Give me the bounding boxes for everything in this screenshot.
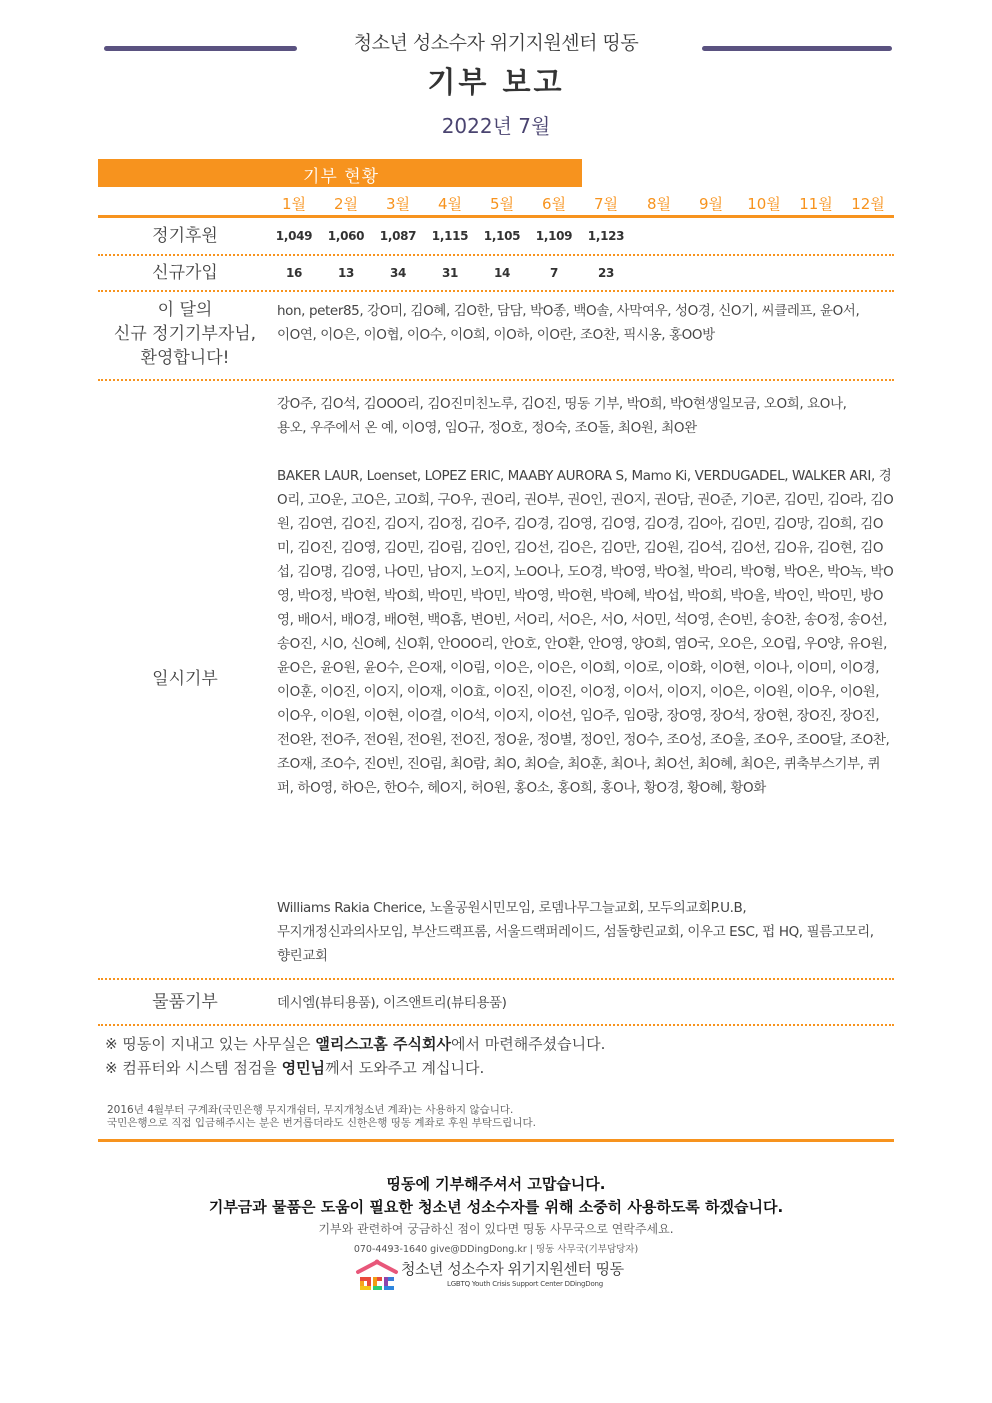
account-notice: [107, 1104, 536, 1130]
month-label: 8월: [646, 195, 672, 213]
new-signups-value: 16: [285, 266, 303, 280]
system-note: [105, 1056, 605, 1080]
row-divider: [98, 290, 894, 292]
new-signups-value: 13: [337, 266, 355, 280]
status-banner-title: 기부 현황: [303, 167, 380, 187]
account-notice-line2: 국민은행으로 직접 입금해주시는 분은 번거롭더라도 신한은행 띵동 계좌로 후원 부탁드립니다.: [107, 1117, 536, 1129]
month-label: 2월: [333, 195, 359, 213]
row-divider: [98, 379, 894, 381]
inquiry-text: 기부와 관련하여 궁금하신 점이 있다면 띵동 사무국으로 연락주세요.: [318, 1222, 674, 1236]
table-top-rule: [98, 215, 894, 218]
bottom-rule: [98, 1139, 894, 1142]
one-time-label: 일시기부: [152, 669, 218, 689]
account-notice-line1: 2016년 4월부터 구계좌(국민은행 무지개쉼터, 무지개청소년 계좌)는 사용하지 않습니다.: [107, 1104, 514, 1116]
month-label: 7월: [593, 195, 619, 213]
one-time-names-group3: Williams Rakia Cherice, 노올공원시민모임, 로뎀나무그늘교회, 모두의교회P.U.B, 무지개정신과의사모임, 부산드랙프롬, 서울드랙퍼레이드, 섬돌향린교회, 이우고 ESC, 펍 HQ, 필름고모리, 향린교회: [277, 900, 874, 964]
contact-info: 070-4493-1640 give@DDingDong.kr | 띵동 사무국(기부담당자): [353, 1244, 639, 1255]
new-signups-value: 23: [597, 266, 615, 280]
status-banner: [98, 159, 582, 187]
month-label: 12월: [851, 195, 885, 213]
month-label: 3월: [385, 195, 411, 213]
new-signups-value: 7: [549, 266, 559, 280]
new-signups-value: 34: [389, 266, 407, 280]
new-regular-label-line3: 환영합니다!: [140, 348, 230, 368]
new-signups-value: 14: [493, 266, 511, 280]
month-header-row: [0, 193, 992, 215]
new-signups-value: 31: [441, 266, 459, 280]
note-sponsor: 앨리스고홈 주식회사: [315, 1035, 451, 1053]
goods-label: 물품기부: [152, 992, 218, 1012]
note-text: 께서 도와주고 계십니다.: [325, 1059, 485, 1077]
note-helper: 영민님: [281, 1059, 326, 1077]
month-label: 5월: [489, 195, 515, 213]
note-text: 띵동이 지내고 있는 사무실은: [122, 1035, 316, 1053]
logo-org-name: 청소년 성소수자 위기지원센터 띵동: [401, 1260, 624, 1278]
one-time-names-group2: BAKER LAUR, Loenset, LOPEZ ERIC, MAABY AURORA S, Mamo Ki, VERDUGADEL, WALKER ARI, 경O리, 고O운, 고O은, 고O희, 구O우, 권O리, 권O부, 권O인, 권O지, 권O담, 권O준, 기O콘, 김O민, 김O라, 김O원, 김O연, 김O진, 김O지, 김O정, 김O주, 김O경, 김O영, 김O영, 김O경, 김O아, 김O민, 김O망, 김O희, 김O미, 김O진, 김O영, 김O민, 김O림, 김O인, 김O선, 김O은, 김O만, 김O원, 김O석, 김O선, 김O유, 김O현, 김O섭, 김O명, 김O영, 나O민, 남O지, 노O지, 노OO나, 도O경, 박O영, 박O철, 박O리, 박O형, 박O온, 박O녹, 박O영, 박O정, 박O현, 박O희, 박O민, 박O민, 박O영, 박O현, 박O혜, 박O섭, 박O희, 박O올, 박O인, 박O민, 방O영, 배O서, 배O경, 배O현, 백O흠, 변O빈, 서O리, 서O은, 서O, 서O민, 석O영, 손O빈, 송O찬, 송O정, 송O선, 송O진, 시O, 신O혜, 신O휘, 안OOO리, 안O호, 안O환, 안O영, 양O희, 염O국, 오O은, 오O립, 우O양, 유O원, 윤O은, 윤O원, 윤O수, 은O재, 이O림, 이O은, 이O은, 이O희, 이O로, 이O화, 이O현, 이O나, 이O미, 이O경, 이O훈, 이O진, 이O지, 이O재, 이O효, 이O진, 이O진, 이O정, 이O서, 이O지, 이O은, 이O원, 이O우, 이O원, 이O우, 이O원, 이O현, 이O결, 이O석, 이O지, 이O선, 임O주, 임O랑, 장O영, 장O석, 장O현, 장O진, 장O진, 전O완, 전O주, 전O원, 전O원, 전O진, 정O윤, 정O별, 정O인, 정O수, 조O성, 조O울, 조O우, 조OO달, 조O찬, 조O재, 조O수, 진O빈, 진O림, 최O람, 최O, 최O슬, 최O훈, 최O나, 최O선, 최O혜, 최O은, 퀴축부스기부, 퀴퍼, 하O영, 하O은, 한O수, 헤O지, 허O원, 홍O소, 홍O희, 홍O나, 황O경, 황O혜, 황O화: [277, 468, 894, 796]
thanks-line1: 띵동에 기부해주셔서 고맙습니다.: [386, 1175, 606, 1193]
header-rule-right: [702, 46, 892, 51]
row-divider: [98, 254, 894, 256]
regular-donors-value: 1,049: [275, 229, 313, 243]
office-note: [105, 1032, 605, 1056]
note-text: 에서 마련해주셨습니다.: [450, 1035, 606, 1053]
regular-donors-value: 1,087: [379, 229, 417, 243]
month-label: 11월: [799, 195, 833, 213]
month-label: 6월: [541, 195, 567, 213]
thanks-line2: 기부금과 물품은 도움이 필요한 청소년 성소수자를 위해 소중히 사용하도록 하겠습니다.: [208, 1198, 784, 1216]
org-name: 청소년 성소수자 위기지원센터 띵동: [353, 32, 639, 54]
note-text: 컴퓨터와 시스템 점검을: [122, 1059, 282, 1077]
org-logo: [355, 1258, 655, 1294]
new-regular-label-line2: 신규 정기기부자님,: [113, 324, 257, 344]
ddingdong-house-icon: [355, 1258, 399, 1294]
regular-donors-value: 1,123: [587, 229, 625, 243]
regular-donors-value: 1,109: [535, 229, 573, 243]
month-label: 9월: [698, 195, 724, 213]
goods-items: 데시엠(뷰티용품), 이즈앤트리(뷰티용품): [277, 995, 507, 1011]
row-divider: [98, 1024, 894, 1026]
acknowledgement-notes: [105, 1032, 605, 1080]
logo-org-subtitle: LGBTQ Youth Crisis Support Center DDingDong: [447, 1280, 604, 1288]
note-mark: ※: [105, 1035, 118, 1053]
new-regular-names: hon, peter85, 강O미, 김O혜, 김O한, 담담, 박O종, 백O솔, 사막여우, 성O경, 신O기, 씨클레프, 윤O서, 이O연, 이O은, 이O협, 이O수, 이O희, 이O하, 이O란, 조O찬, 픽시옹, 홍OO방: [277, 303, 860, 343]
regular-donors-label: 정기후원: [152, 226, 218, 246]
report-period: 2022년 7월: [441, 114, 551, 138]
new-regular-label-line1: 이 달의: [157, 300, 213, 320]
regular-donors-value: 1,115: [431, 229, 469, 243]
new-signups-label: 신규가입: [152, 263, 218, 283]
regular-donors-value: 1,060: [327, 229, 365, 243]
month-label: 10월: [747, 195, 781, 213]
row-divider: [98, 978, 894, 980]
one-time-names-group1: 강O주, 김O석, 김OOO리, 김O진미친노루, 김O진, 띵동 기부, 박O희, 박O현생일모금, 오O희, 요O나, 용오, 우주에서 온 예, 이O영, 임O규, 정O호, 정O숙, 조O돌, 최O원, 최O완: [277, 396, 847, 436]
page-title: 기부 보고: [427, 65, 565, 99]
month-label: 4월: [437, 195, 463, 213]
regular-donors-value: 1,105: [483, 229, 521, 243]
new-regular-label: [100, 298, 270, 370]
note-mark: ※: [105, 1059, 118, 1077]
month-label: 1월: [281, 195, 307, 213]
